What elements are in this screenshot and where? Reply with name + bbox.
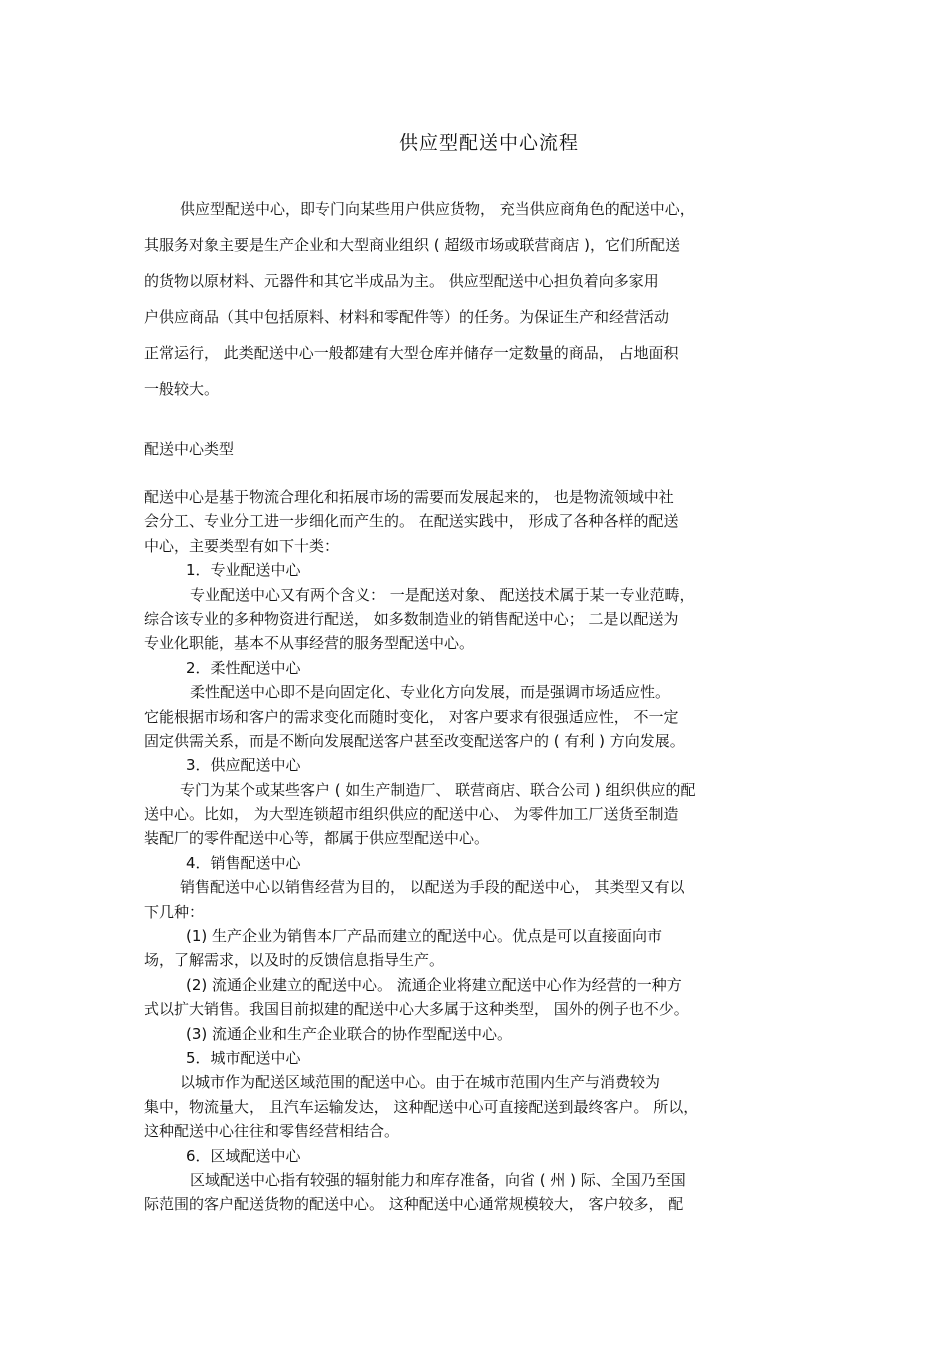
page-title: 供应型配送中心流程: [398, 132, 579, 154]
text-line: 以城市作为配送区域范围的配送中心。由于在城市范围内生产与消费较为: [180, 1073, 661, 1092]
text-line: 场，了解需求，以及时的反馈信息指导生产。: [144, 951, 445, 970]
text-line: 送中心。比如， 为大型连锁超市组织供应的配送中心、 为零件加工厂送货至制造: [144, 805, 679, 824]
text-line: 专业化职能，基本不从事经营的服务型配送中心。: [144, 634, 475, 653]
text-line: 下几种：: [144, 902, 205, 921]
text-line: 销售配送中心以销售经营为目的， 以配送为手段的配送中心， 其类型又有以: [180, 878, 685, 897]
text-line: 正常运行， 此类配送中心一般都建有大型仓库并储存一定数量的商品， 占地面积: [144, 344, 679, 362]
intro-paragraph: [144, 197, 808, 413]
list-heading: 5．城市配送中心: [186, 1048, 301, 1067]
text-line: 供应型配送中心，即专门向某些用户供应货物， 充当供应商角色的配送中心，: [180, 200, 695, 218]
list-heading: 1．专业配送中心: [186, 561, 301, 580]
text-line: 它能根据市场和客户的需求变化而随时变化， 对客户要求有很强适应性， 不一定: [144, 707, 679, 726]
sub-item: (2) 流通企业建立的配送中心。 流通企业将建立配送中心作为经营的一种方: [186, 975, 682, 994]
text-line: 区域配送中心指有较强的辐射能力和库存准备，向省 ( 州 ) 际、全国乃至国: [190, 1170, 686, 1189]
text-line: 式以扩大销售。我国目前拟建的配送中心大多属于这种类型， 国外的例子也不少。: [144, 1000, 689, 1019]
body-text: [144, 485, 808, 1217]
text-line: 其服务对象主要是生产企业和大型商业组织 ( 超级市场或联营商店 )，它们所配送: [144, 236, 681, 254]
text-line: 专业配送中心又有两个含义： 一是配送对象、 配送技术属于某一专业范畴，: [190, 585, 695, 604]
text-line: 户供应商品（其中包括原料、材料和零配件等）的任务。为保证生产和经营活动: [144, 308, 670, 326]
list-heading: 6．区域配送中心: [186, 1146, 301, 1165]
text-line: 中心，主要类型有如下十类：: [144, 536, 340, 555]
text-line: 装配厂的零件配送中心等，都属于供应型配送中心。: [144, 829, 490, 848]
text-line: 柔性配送中心即不是向固定化、专业化方向发展，而是强调市场适应性。: [190, 683, 671, 702]
list-heading: 2．柔性配送中心: [186, 658, 301, 677]
list-heading: 3．供应配送中心: [186, 756, 301, 775]
text-line: 会分工、专业分工进一步细化而产生的。 在配送实践中， 形成了各种各样的配送: [144, 512, 679, 531]
text-line: 集中，物流量大， 且汽车运输发达， 这种配送中心可直接配送到最终客户。 所以，: [144, 1097, 699, 1116]
sub-item: (1) 生产企业为销售本厂产品而建立的配送中心。优点是可以直接面向市: [186, 927, 663, 946]
list-heading: 4．销售配送中心: [186, 853, 301, 872]
text-line: 一般较大。: [144, 380, 220, 398]
text-line: 综合该专业的多种物资进行配送， 如多数制造业的销售配送中心； 二是以配送为: [144, 609, 679, 628]
text-line: 的货物以原材料、元器件和其它半成品为主。 供应型配送中心担负着向多家用: [144, 272, 659, 290]
section-heading: 配送中心类型: [144, 440, 235, 458]
text-line: 际范围的客户配送货物的配送中心。 这种配送中心通常规模较大， 客户较多， 配: [144, 1195, 684, 1214]
text-line: 专门为某个或某些客户 ( 如生产制造厂、 联营商店、联合公司 ) 组织供应的配: [180, 780, 696, 799]
text-line: 配送中心是基于物流合理化和拓展市场的需要而发展起来的， 也是物流领域中社: [144, 488, 674, 506]
text-line: 这种配送中心往往和零售经营相结合。: [144, 1122, 400, 1141]
sub-item: (3) 流通企业和生产企业联合的协作型配送中心。: [186, 1024, 513, 1043]
text-line: 固定供需关系，而是不断向发展配送客户甚至改变配送客户的 ( 有利 ) 方向发展。: [144, 731, 685, 750]
